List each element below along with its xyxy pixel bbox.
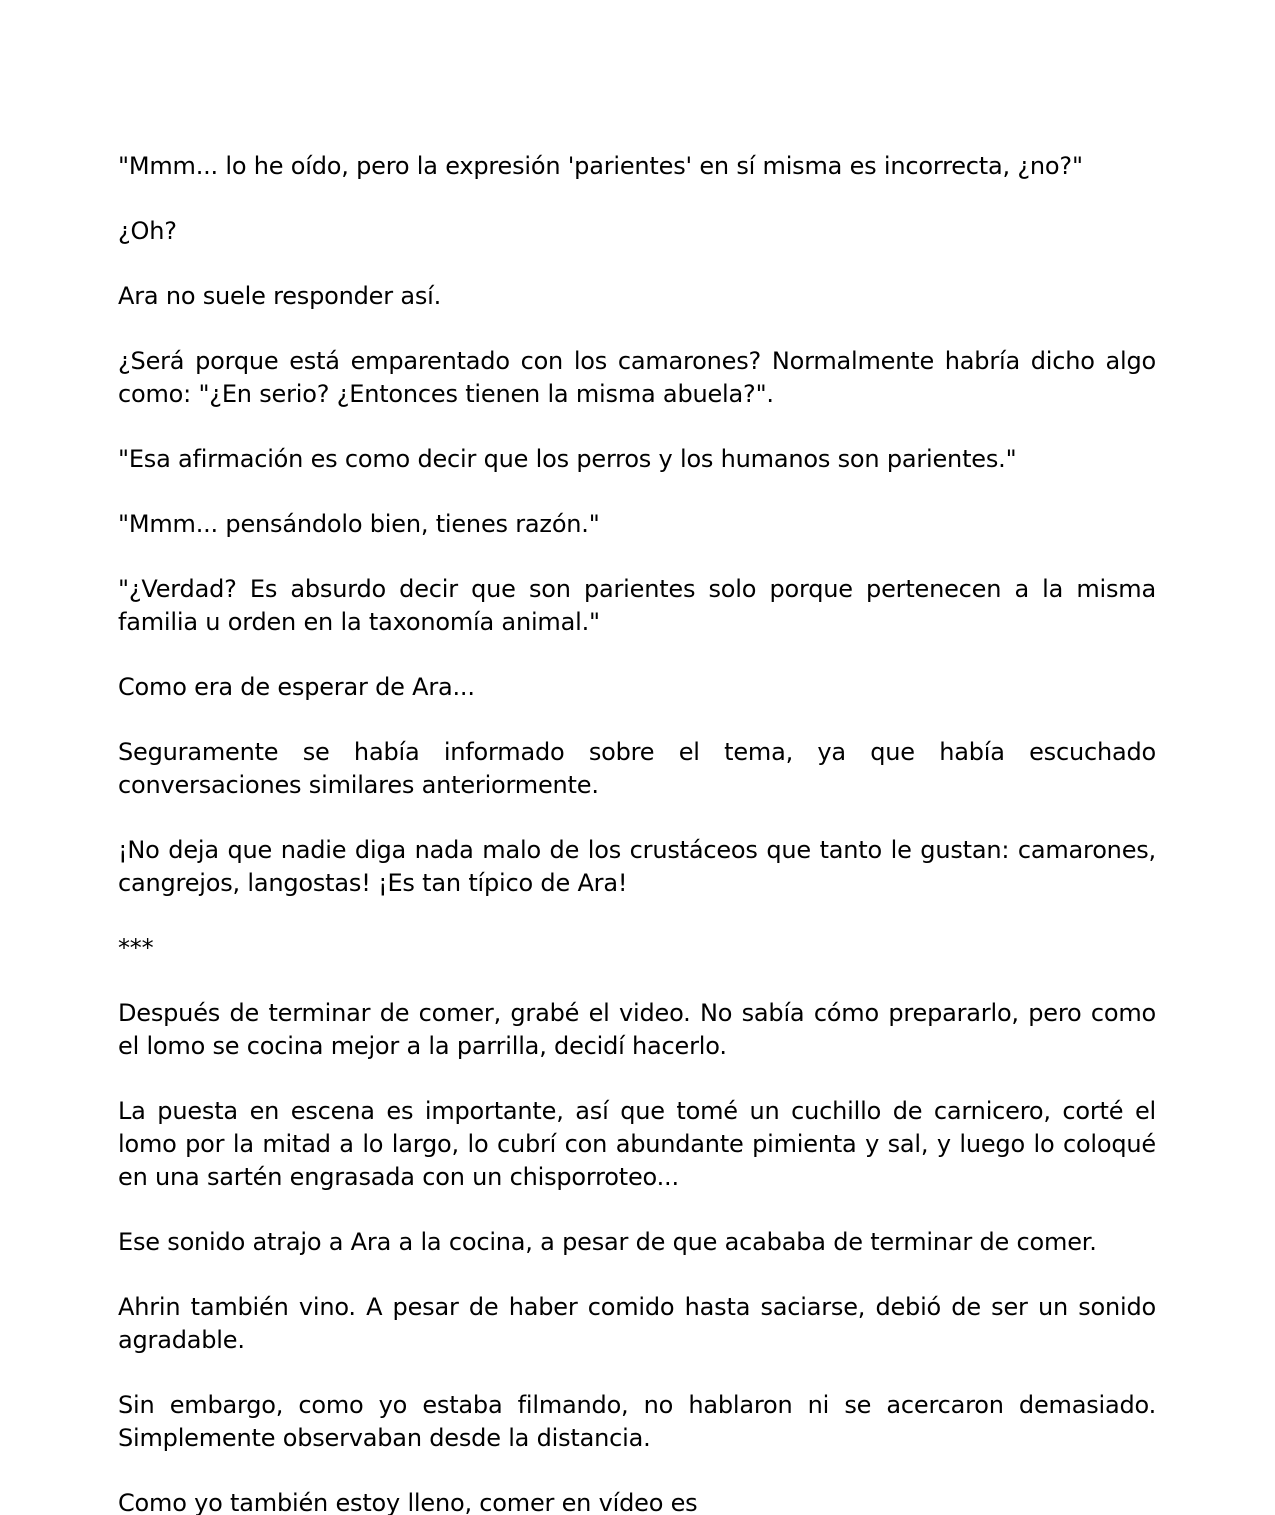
paragraph-4: ¿Será porque está emparentado con los camarones? Normalmente habría dicho algo como: "¿En serio? ¿Entonces tienen la misma abuela?".: [118, 347, 1156, 408]
paragraph-12: La puesta en escena es importante, así que tomé un cuchillo de carnicero, corté el lomo por la mitad a lo largo, lo cubrí con abundante pimienta y sal, y luego lo coloqué en una sartén engrasada con un chisporroteo...: [118, 1097, 1156, 1191]
paragraph-10: ¡No deja que nadie diga nada malo de los crustáceos que tanto le gustan: camarones, cangrejos, langostas! ¡Es tan típico de Ara!: [118, 836, 1156, 897]
paragraph-5: "Esa afirmación es como decir que los perros y los humanos son parientes.": [118, 445, 1017, 473]
paragraph-15: Sin embargo, como yo estaba filmando, no hablaron ni se acercaron demasiado. Simplemente observaban desde la distancia.: [118, 1391, 1156, 1452]
paragraph-1: "Mmm... lo he oído, pero la expresión 'parientes' en sí misma es incorrecta, ¿no?": [118, 152, 1083, 180]
paragraph-13: Ese sonido atrajo a Ara a la cocina, a pesar de que acababa de terminar de comer.: [118, 1228, 1097, 1256]
paragraph-14: Ahrin también vino. A pesar de haber comido hasta saciarse, debió de ser un sonido agradable.: [118, 1293, 1156, 1354]
paragraph-9: Seguramente se había informado sobre el tema, ya que había escuchado conversaciones similares anteriormente.: [118, 738, 1156, 799]
paragraph-3: Ara no suele responder así.: [118, 282, 442, 310]
scene-break: ***: [118, 934, 154, 962]
paragraph-8: Como era de esperar de Ara...: [118, 673, 475, 701]
paragraph-6: "Mmm... pensándolo bien, tienes razón.": [118, 510, 600, 538]
paragraph-7: "¿Verdad? Es absurdo decir que son parientes solo porque pertenecen a la misma familia u orden en la taxonomía animal.": [118, 575, 1156, 636]
paragraph-2: ¿Oh?: [118, 217, 177, 245]
paragraph-11: Después de terminar de comer, grabé el video. No sabía cómo prepararlo, pero como el lomo se cocina mejor a la parrilla, decidí hacerlo.: [118, 999, 1156, 1060]
paragraph-16-cut-off: Como yo también estoy lleno, comer en vídeo es: [118, 1489, 698, 1515]
document-body: [118, 150, 1156, 1515]
